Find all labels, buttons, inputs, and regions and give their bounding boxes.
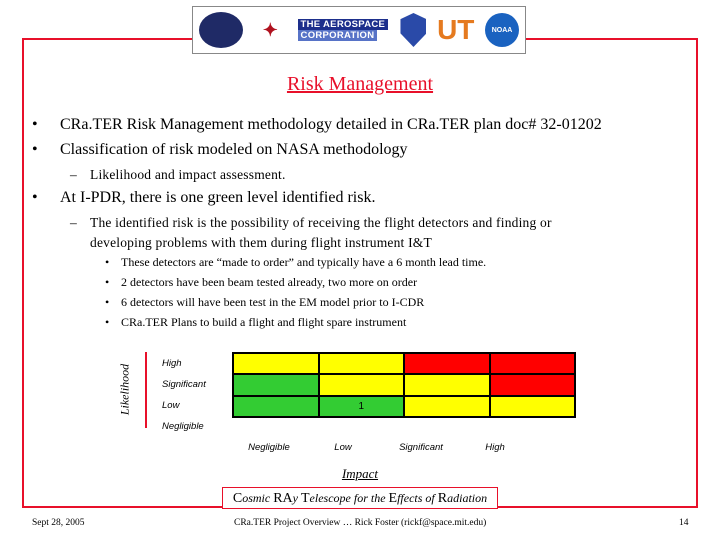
caltech-logo: ✦ (262, 19, 278, 40)
bullet-1 (32, 114, 602, 136)
bullet-dot: • (32, 116, 38, 133)
risk-cell (490, 396, 576, 417)
bullet-dot: • (32, 189, 38, 206)
sub-sub-bullet-3 (105, 292, 425, 312)
footer-date: Sept 28, 2005 (32, 518, 85, 528)
tagline-part: ffects of (397, 491, 438, 505)
noaa-logo: NOAA (485, 13, 519, 47)
risk-matrix (232, 352, 576, 418)
footer-page-number: 14 (679, 518, 689, 528)
bullet-dot: • (105, 255, 110, 269)
sub-bullet-2-line1: The identified risk is the possibility of receiving the flight detectors and finding or (90, 215, 552, 230)
risk-cell (233, 396, 319, 417)
likelihood-axis (105, 352, 145, 432)
tagline-cap-r: R (437, 491, 448, 506)
bullet-dot: • (105, 275, 110, 289)
risk-cell (319, 353, 405, 374)
sub-bullet-2-line2: developing problems with them during flight instrument I&T (90, 235, 432, 250)
sub-sub-bullet-2 (105, 272, 418, 292)
risk-cell (404, 374, 490, 395)
row-label-low: Low (162, 400, 180, 411)
risk-cell (404, 353, 490, 374)
risk-cell (233, 374, 319, 395)
tagline-part: adiation (447, 491, 488, 505)
sub-sub-bullet-1-text: These detectors are “made to order” and typically have a 6 month lead time. (121, 255, 487, 269)
round-seal-logo (199, 12, 243, 48)
row-label-significant: Significant (162, 379, 206, 390)
likelihood-axis-label: Likelihood (117, 363, 132, 416)
aerospace-logo-line2: CORPORATION (298, 30, 378, 41)
risk-cell (319, 396, 405, 417)
sub-sub-bullet-4-text: CRa.TER Plans to build a flight and flight spare instrument (121, 315, 407, 329)
tagline-cap-c: C (232, 491, 243, 506)
sub-bullet-dash: – (70, 167, 77, 182)
bullet-dot: • (105, 315, 110, 329)
tagline-cap-e: E (388, 491, 398, 506)
aerospace-logo-line1: THE AEROSPACE (298, 19, 389, 30)
sub-bullet-2-cont (90, 233, 432, 252)
bullet-3-text: At I-PDR, there is one green level identified risk. (60, 189, 376, 206)
tagline-box (222, 487, 498, 509)
bullet-2-text: Classification of risk modeled on NASA methodology (60, 141, 408, 158)
sub-sub-bullet-2-text: 2 detectors have been beam tested already, two more on order (121, 275, 418, 289)
likelihood-axis-line (145, 352, 147, 428)
sub-sub-bullet-4 (105, 312, 407, 332)
aerospace-logo (298, 19, 389, 41)
tagline-part: elescope for the (309, 491, 389, 505)
tagline-cap-ra: RA (273, 491, 293, 506)
col-label-significant: Significant (399, 442, 443, 453)
sub-sub-bullet-3-text: 6 detectors will have been test in the EM model prior to I-CDR (121, 295, 425, 309)
risk-cell (490, 353, 576, 374)
risk-marker: 1 (358, 400, 365, 412)
logo-banner (192, 6, 526, 54)
air-force-shield-logo (400, 13, 426, 47)
footer-center: CRa.TER Project Overview … Rick Foster (rickf@space.mit.edu) (234, 518, 487, 528)
sub-bullet-dash: – (70, 215, 77, 230)
tagline-part: osmic (242, 491, 274, 505)
row-label-high: High (162, 358, 182, 369)
row-label-negligible: Negligible (162, 421, 204, 432)
sub-bullet-1 (70, 165, 286, 184)
sub-sub-bullet-1 (105, 252, 487, 272)
impact-axis-label-text: Impact (341, 466, 379, 481)
tagline-part: y (292, 491, 301, 505)
tagline-cap-t: T (300, 491, 310, 506)
risk-cell (404, 396, 490, 417)
bullet-2 (32, 139, 408, 161)
sub-bullet-2 (70, 213, 552, 232)
risk-cell (490, 374, 576, 395)
col-label-low: Low (334, 442, 352, 453)
bullet-1-text: CRa.TER Risk Management methodology detailed in CRa.TER plan doc# 32-01202 (60, 116, 602, 133)
bullet-dot: • (32, 141, 38, 158)
bullet-dot: • (105, 295, 110, 309)
risk-cell (319, 374, 405, 395)
impact-axis-label (0, 466, 720, 482)
risk-cell (233, 353, 319, 374)
col-label-high: High (485, 442, 505, 453)
slide-title-text: Risk Management (286, 73, 434, 95)
bullet-3 (32, 187, 376, 209)
ut-logo: UT (437, 14, 475, 45)
sub-bullet-1-text: Likelihood and impact assessment. (90, 167, 286, 182)
slide-title (0, 73, 720, 96)
col-label-negligible: Negligible (248, 442, 290, 453)
